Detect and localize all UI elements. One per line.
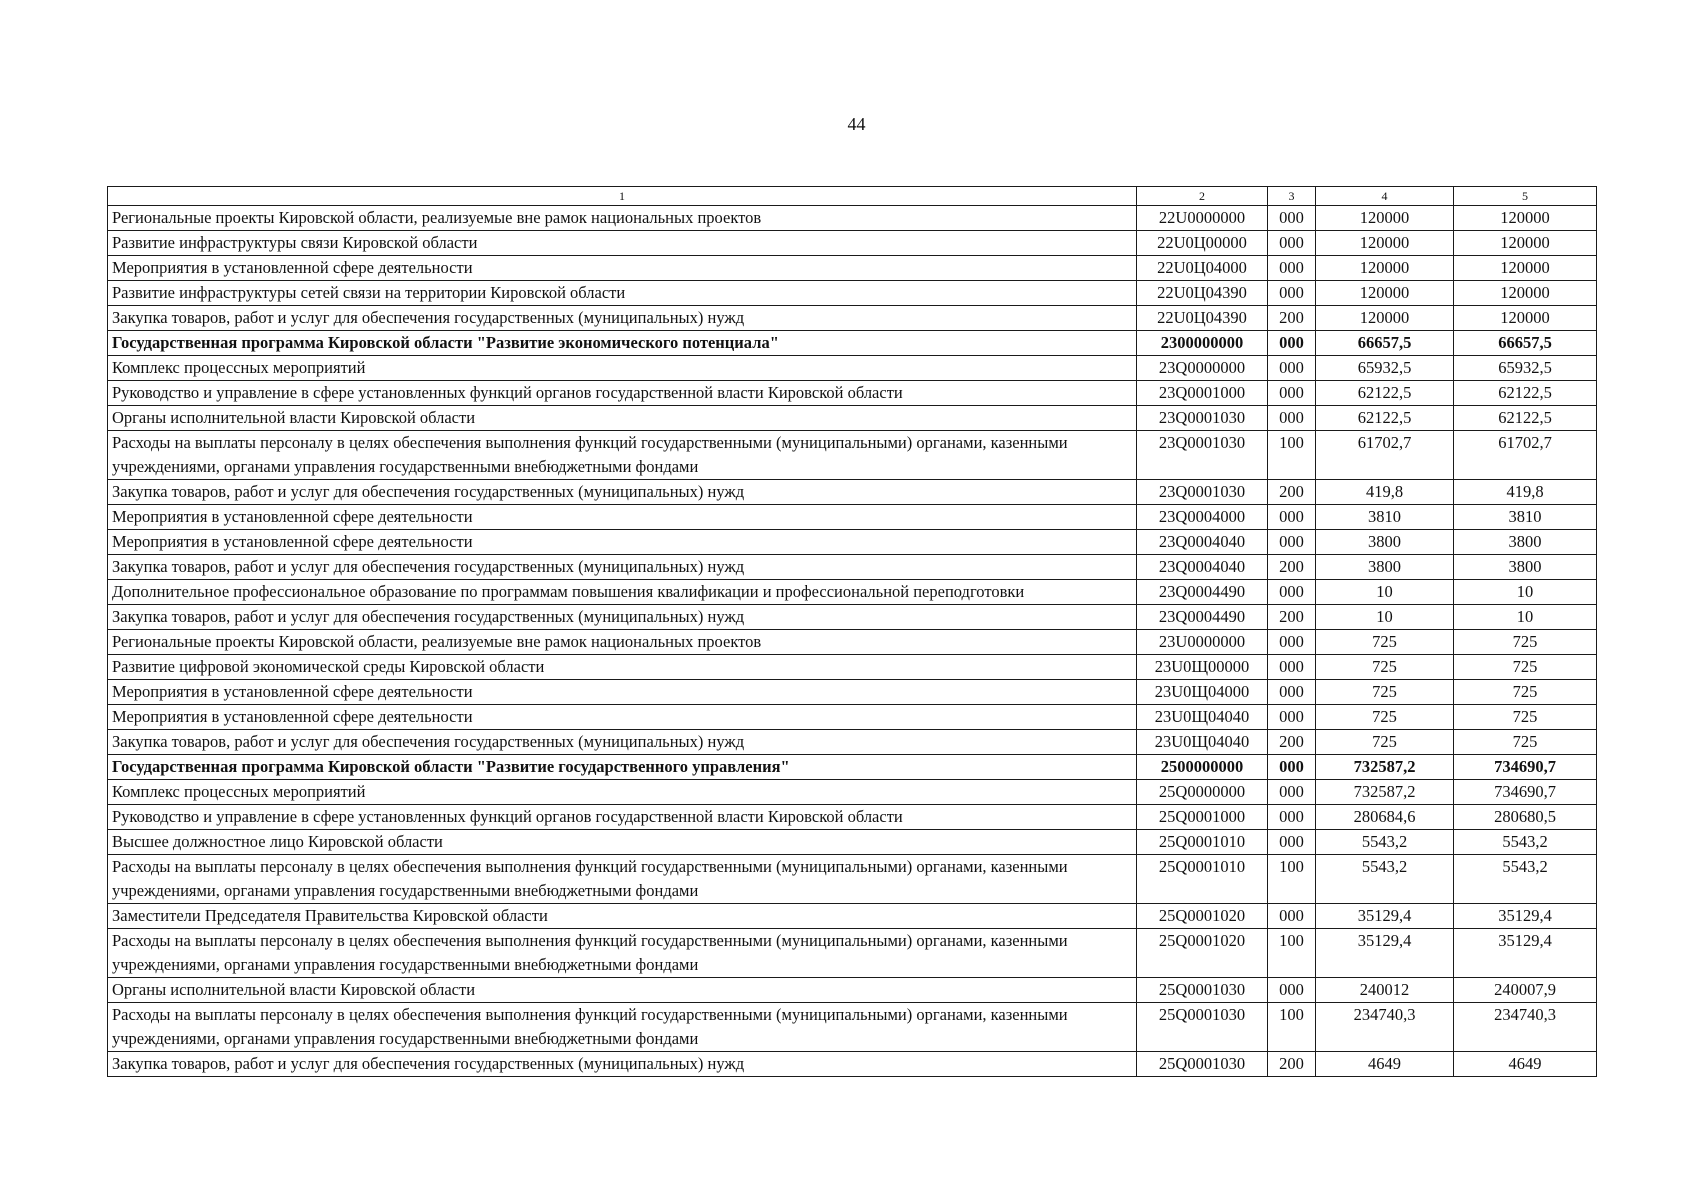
- row-value-2024-cell: 10: [1316, 580, 1454, 605]
- row-code-cell: 25Q0001010: [1137, 855, 1268, 904]
- row-value-2025-cell: 280680,5: [1454, 805, 1597, 830]
- column-number-header: [108, 187, 1597, 206]
- row-name-cell: Мероприятия в установленной сфере деятельности: [108, 680, 1137, 705]
- row-code-cell: 23Q0000000: [1137, 356, 1268, 381]
- row-value-2024-cell: 35129,4: [1316, 929, 1454, 978]
- row-type-cell: 000: [1268, 780, 1316, 805]
- row-value-2025-cell: 35129,4: [1454, 929, 1597, 978]
- row-code-cell: 25Q0001030: [1137, 1003, 1268, 1052]
- row-code-cell: 25Q0001020: [1137, 929, 1268, 978]
- row-value-2025-cell: 5543,2: [1454, 855, 1597, 904]
- row-value-2025-cell: 234740,3: [1454, 1003, 1597, 1052]
- row-value-2024-cell: 234740,3: [1316, 1003, 1454, 1052]
- table-row: [108, 231, 1597, 256]
- row-name-cell: Комплекс процессных мероприятий: [108, 356, 1137, 381]
- row-value-2024-cell: 240012: [1316, 978, 1454, 1003]
- row-value-2025-cell: 62122,5: [1454, 381, 1597, 406]
- row-value-2025-cell: 120000: [1454, 256, 1597, 281]
- row-type-cell: 100: [1268, 1003, 1316, 1052]
- row-value-2024-cell: 3800: [1316, 555, 1454, 580]
- table-row: [108, 680, 1597, 705]
- header-cell: 5: [1454, 187, 1597, 206]
- row-type-cell: 000: [1268, 904, 1316, 929]
- table-row: [108, 1052, 1597, 1077]
- row-type-cell: 000: [1268, 580, 1316, 605]
- row-name-cell: Развитие цифровой экономической среды Кировской области: [108, 655, 1137, 680]
- row-value-2024-cell: 732587,2: [1316, 755, 1454, 780]
- row-name-cell: Закупка товаров, работ и услуг для обеспечения государственных (муниципальных) нужд: [108, 730, 1137, 755]
- table-row: [108, 431, 1597, 480]
- row-value-2025-cell: 66657,5: [1454, 331, 1597, 356]
- budget-table: [107, 186, 1597, 1077]
- row-type-cell: 000: [1268, 655, 1316, 680]
- row-type-cell: 000: [1268, 805, 1316, 830]
- row-value-2025-cell: 10: [1454, 580, 1597, 605]
- table-row: [108, 206, 1597, 231]
- table-row: [108, 780, 1597, 805]
- table-row: [108, 331, 1597, 356]
- table-row: [108, 406, 1597, 431]
- row-type-cell: 200: [1268, 1052, 1316, 1077]
- table-row: [108, 929, 1597, 978]
- row-name-cell: Высшее должностное лицо Кировской области: [108, 830, 1137, 855]
- row-type-cell: 000: [1268, 406, 1316, 431]
- row-value-2025-cell: 725: [1454, 630, 1597, 655]
- row-value-2025-cell: 10: [1454, 605, 1597, 630]
- row-value-2024-cell: 62122,5: [1316, 381, 1454, 406]
- row-type-cell: 000: [1268, 331, 1316, 356]
- row-code-cell: 23U0Щ04040: [1137, 705, 1268, 730]
- table-row: [108, 978, 1597, 1003]
- table-row: [108, 830, 1597, 855]
- row-code-cell: 23Q0004040: [1137, 555, 1268, 580]
- row-value-2024-cell: 5543,2: [1316, 830, 1454, 855]
- row-name-cell: Закупка товаров, работ и услуг для обеспечения государственных (муниципальных) нужд: [108, 555, 1137, 580]
- table-row: [108, 705, 1597, 730]
- row-name-cell: Государственная программа Кировской области "Развитие экономического потенциала": [108, 331, 1137, 356]
- row-name-cell: Закупка товаров, работ и услуг для обеспечения государственных (муниципальных) нужд: [108, 480, 1137, 505]
- row-value-2024-cell: 725: [1316, 730, 1454, 755]
- row-value-2025-cell: 5543,2: [1454, 830, 1597, 855]
- header-cell: 2: [1137, 187, 1268, 206]
- row-name-cell: Расходы на выплаты персоналу в целях обеспечения выполнения функций государственными (муниципальными) органами, казенными учреждениями, органами управления государственными внебюджетными фондами: [108, 855, 1137, 904]
- row-type-cell: 000: [1268, 830, 1316, 855]
- row-value-2025-cell: 61702,7: [1454, 431, 1597, 480]
- row-code-cell: 25Q0001030: [1137, 978, 1268, 1003]
- table-row: [108, 805, 1597, 830]
- row-code-cell: 23Q0004490: [1137, 580, 1268, 605]
- row-code-cell: 23Q0001030: [1137, 431, 1268, 480]
- row-type-cell: 000: [1268, 256, 1316, 281]
- row-code-cell: 22U0Ц04390: [1137, 306, 1268, 331]
- row-value-2024-cell: 65932,5: [1316, 356, 1454, 381]
- row-code-cell: 23U0000000: [1137, 630, 1268, 655]
- table-row: [108, 904, 1597, 929]
- row-value-2024-cell: 725: [1316, 705, 1454, 730]
- row-value-2024-cell: 725: [1316, 680, 1454, 705]
- row-code-cell: 23Q0001000: [1137, 381, 1268, 406]
- table-row: [108, 630, 1597, 655]
- row-value-2025-cell: 120000: [1454, 206, 1597, 231]
- row-value-2024-cell: 725: [1316, 630, 1454, 655]
- row-value-2024-cell: 61702,7: [1316, 431, 1454, 480]
- row-type-cell: 100: [1268, 929, 1316, 978]
- row-code-cell: 2300000000: [1137, 331, 1268, 356]
- table-row: [108, 730, 1597, 755]
- row-name-cell: Закупка товаров, работ и услуг для обеспечения государственных (муниципальных) нужд: [108, 605, 1137, 630]
- row-type-cell: 000: [1268, 978, 1316, 1003]
- row-value-2024-cell: 732587,2: [1316, 780, 1454, 805]
- row-value-2024-cell: 10: [1316, 605, 1454, 630]
- row-value-2025-cell: 3800: [1454, 530, 1597, 555]
- row-name-cell: Развитие инфраструктуры сетей связи на территории Кировской области: [108, 281, 1137, 306]
- row-code-cell: 25Q0001000: [1137, 805, 1268, 830]
- table-row: [108, 655, 1597, 680]
- row-code-cell: 25Q0001010: [1137, 830, 1268, 855]
- header-cell: 3: [1268, 187, 1316, 206]
- table-row: [108, 530, 1597, 555]
- row-name-cell: Мероприятия в установленной сфере деятельности: [108, 256, 1137, 281]
- row-value-2024-cell: 419,8: [1316, 480, 1454, 505]
- row-type-cell: 200: [1268, 605, 1316, 630]
- row-value-2025-cell: 120000: [1454, 306, 1597, 331]
- row-value-2025-cell: 35129,4: [1454, 904, 1597, 929]
- table-row: [108, 505, 1597, 530]
- row-type-cell: 000: [1268, 530, 1316, 555]
- row-type-cell: 000: [1268, 705, 1316, 730]
- row-value-2025-cell: 725: [1454, 655, 1597, 680]
- row-type-cell: 000: [1268, 680, 1316, 705]
- row-type-cell: 200: [1268, 555, 1316, 580]
- row-value-2025-cell: 419,8: [1454, 480, 1597, 505]
- row-name-cell: Комплекс процессных мероприятий: [108, 780, 1137, 805]
- row-name-cell: Руководство и управление в сфере установленных функций органов государственной власти Кировской области: [108, 381, 1137, 406]
- row-code-cell: 23Q0001030: [1137, 480, 1268, 505]
- row-name-cell: Органы исполнительной власти Кировской области: [108, 978, 1137, 1003]
- row-value-2024-cell: 3810: [1316, 505, 1454, 530]
- row-code-cell: 23U0Щ00000: [1137, 655, 1268, 680]
- row-value-2025-cell: 725: [1454, 705, 1597, 730]
- row-code-cell: 22U0Ц04390: [1137, 281, 1268, 306]
- row-code-cell: 23Q0004000: [1137, 505, 1268, 530]
- page-number: 44: [847, 114, 866, 134]
- row-code-cell: 25Q0000000: [1137, 780, 1268, 805]
- row-value-2025-cell: 4649: [1454, 1052, 1597, 1077]
- row-type-cell: 200: [1268, 730, 1316, 755]
- row-value-2025-cell: 725: [1454, 680, 1597, 705]
- row-name-cell: Региональные проекты Кировской области, реализуемые вне рамок национальных проектов: [108, 630, 1137, 655]
- row-value-2024-cell: 3800: [1316, 530, 1454, 555]
- row-name-cell: Руководство и управление в сфере установленных функций органов государственной власти Кировской области: [108, 805, 1137, 830]
- table-row: [108, 855, 1597, 904]
- row-type-cell: 000: [1268, 281, 1316, 306]
- row-value-2025-cell: 734690,7: [1454, 780, 1597, 805]
- row-name-cell: Мероприятия в установленной сфере деятельности: [108, 705, 1137, 730]
- table-row: [108, 1003, 1597, 1052]
- row-type-cell: 000: [1268, 505, 1316, 530]
- table-row: [108, 605, 1597, 630]
- row-value-2024-cell: 280684,6: [1316, 805, 1454, 830]
- row-name-cell: Мероприятия в установленной сфере деятельности: [108, 530, 1137, 555]
- table-row: [108, 580, 1597, 605]
- row-code-cell: 23U0Щ04000: [1137, 680, 1268, 705]
- row-value-2025-cell: 62122,5: [1454, 406, 1597, 431]
- row-name-cell: Органы исполнительной власти Кировской области: [108, 406, 1137, 431]
- row-value-2024-cell: 725: [1316, 655, 1454, 680]
- table-row: [108, 381, 1597, 406]
- row-type-cell: 100: [1268, 855, 1316, 904]
- row-type-cell: 000: [1268, 356, 1316, 381]
- row-code-cell: 22U0000000: [1137, 206, 1268, 231]
- table-row: [108, 256, 1597, 281]
- row-type-cell: 200: [1268, 306, 1316, 331]
- row-code-cell: 23U0Щ04040: [1137, 730, 1268, 755]
- row-value-2025-cell: 734690,7: [1454, 755, 1597, 780]
- table-row: [108, 480, 1597, 505]
- table-row: [108, 306, 1597, 331]
- header-cell: 4: [1316, 187, 1454, 206]
- row-name-cell: Закупка товаров, работ и услуг для обеспечения государственных (муниципальных) нужд: [108, 1052, 1137, 1077]
- row-name-cell: Региональные проекты Кировской области, реализуемые вне рамок национальных проектов: [108, 206, 1137, 231]
- row-value-2025-cell: 240007,9: [1454, 978, 1597, 1003]
- row-value-2024-cell: 35129,4: [1316, 904, 1454, 929]
- row-name-cell: Расходы на выплаты персоналу в целях обеспечения выполнения функций государственными (муниципальными) органами, казенными учреждениями, органами управления государственными внебюджетными фондами: [108, 1003, 1137, 1052]
- row-value-2024-cell: 120000: [1316, 206, 1454, 231]
- table-row: [108, 356, 1597, 381]
- table-row: [108, 755, 1597, 780]
- row-name-cell: Развитие инфраструктуры связи Кировской области: [108, 231, 1137, 256]
- row-type-cell: 000: [1268, 381, 1316, 406]
- row-code-cell: 22U0Ц00000: [1137, 231, 1268, 256]
- row-code-cell: 25Q0001020: [1137, 904, 1268, 929]
- row-name-cell: Дополнительное профессиональное образование по программам повышения квалификации и профессиональной переподготовки: [108, 580, 1137, 605]
- row-code-cell: 2500000000: [1137, 755, 1268, 780]
- row-code-cell: 22U0Ц04000: [1137, 256, 1268, 281]
- row-code-cell: 23Q0004490: [1137, 605, 1268, 630]
- row-value-2024-cell: 120000: [1316, 231, 1454, 256]
- row-type-cell: 000: [1268, 206, 1316, 231]
- row-name-cell: Закупка товаров, работ и услуг для обеспечения государственных (муниципальных) нужд: [108, 306, 1137, 331]
- row-type-cell: 000: [1268, 231, 1316, 256]
- row-value-2025-cell: 3800: [1454, 555, 1597, 580]
- table-row: [108, 555, 1597, 580]
- row-name-cell: Заместители Председателя Правительства Кировской области: [108, 904, 1137, 929]
- row-value-2025-cell: 120000: [1454, 281, 1597, 306]
- row-value-2024-cell: 5543,2: [1316, 855, 1454, 904]
- row-value-2024-cell: 120000: [1316, 256, 1454, 281]
- row-value-2024-cell: 4649: [1316, 1052, 1454, 1077]
- row-type-cell: 100: [1268, 431, 1316, 480]
- row-type-cell: 000: [1268, 630, 1316, 655]
- row-value-2025-cell: 725: [1454, 730, 1597, 755]
- row-code-cell: 23Q0001030: [1137, 406, 1268, 431]
- row-code-cell: 23Q0004040: [1137, 530, 1268, 555]
- row-code-cell: 25Q0001030: [1137, 1052, 1268, 1077]
- row-type-cell: 200: [1268, 480, 1316, 505]
- row-value-2025-cell: 120000: [1454, 231, 1597, 256]
- row-value-2024-cell: 120000: [1316, 281, 1454, 306]
- row-name-cell: Мероприятия в установленной сфере деятельности: [108, 505, 1137, 530]
- row-value-2024-cell: 66657,5: [1316, 331, 1454, 356]
- row-type-cell: 000: [1268, 755, 1316, 780]
- header-cell: 1: [108, 187, 1137, 206]
- table-row: [108, 281, 1597, 306]
- row-value-2024-cell: 62122,5: [1316, 406, 1454, 431]
- row-value-2024-cell: 120000: [1316, 306, 1454, 331]
- row-name-cell: Расходы на выплаты персоналу в целях обеспечения выполнения функций государственными (муниципальными) органами, казенными учреждениями, органами управления государственными внебюджетными фондами: [108, 929, 1137, 978]
- row-name-cell: Расходы на выплаты персоналу в целях обеспечения выполнения функций государственными (муниципальными) органами, казенными учреждениями, органами управления государственными внебюджетными фондами: [108, 431, 1137, 480]
- row-value-2025-cell: 65932,5: [1454, 356, 1597, 381]
- row-value-2025-cell: 3810: [1454, 505, 1597, 530]
- row-name-cell: Государственная программа Кировской области "Развитие государственного управления": [108, 755, 1137, 780]
